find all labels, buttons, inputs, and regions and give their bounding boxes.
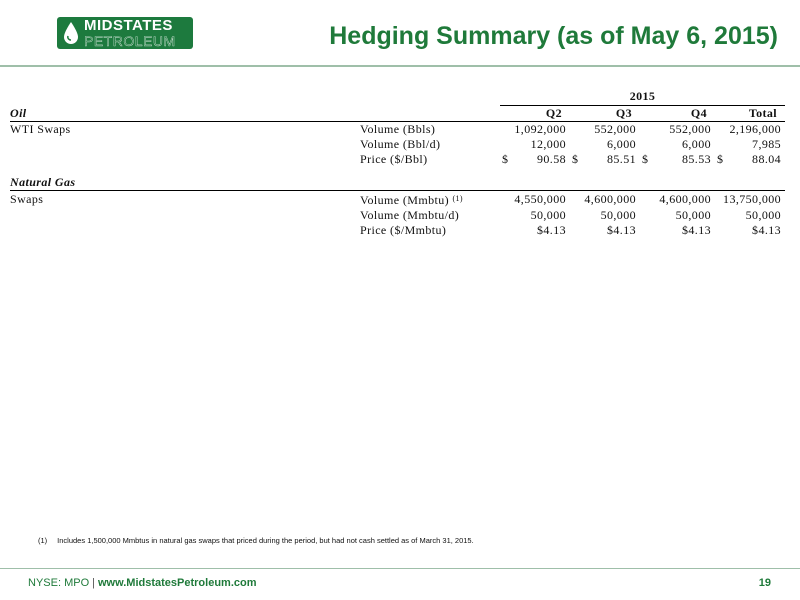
value-cell: 4,600,000: [584, 192, 636, 206]
price-value: 90.58: [537, 152, 566, 166]
table-row: [10, 208, 785, 223]
row-label: [10, 208, 360, 223]
price-cell: [570, 152, 640, 167]
header-divider: [0, 65, 800, 67]
value-cell: 4,550,000: [514, 192, 566, 206]
spacer-row: [10, 167, 785, 175]
price-cell: [640, 152, 715, 167]
year-header-row: [10, 88, 785, 106]
footer-separator: |: [92, 577, 95, 589]
value-cell: 50,000: [530, 208, 566, 222]
gas-header-row: [10, 175, 785, 191]
value-cell: 6,000: [607, 137, 636, 151]
row-label: WTI Swaps: [10, 122, 71, 136]
slide-title: Hedging Summary (as of May 6, 2015): [329, 22, 778, 50]
row-label: [10, 137, 360, 152]
price-value: 88.04: [752, 152, 782, 166]
table-row: [10, 122, 785, 138]
row-label: [10, 152, 360, 167]
price-value: 85.53: [682, 152, 711, 166]
value-cell: 13,750,000: [723, 192, 782, 206]
value-cell: 50,000: [675, 208, 711, 222]
gas-section-label: Natural Gas: [10, 175, 360, 191]
price-value: 85.51: [607, 152, 636, 166]
value-cell: 6,000: [682, 137, 711, 151]
row-label: Swaps: [10, 192, 44, 206]
metric-label: Volume (Mmbtu/d): [360, 208, 460, 222]
value-cell: 552,000: [669, 122, 711, 136]
currency-symbol: $: [642, 152, 649, 166]
price-cell: [715, 152, 785, 167]
table-row: [10, 223, 785, 238]
value-cell: $4.13: [537, 223, 566, 237]
website-link[interactable]: www.MidstatesPetroleum.com: [97, 577, 257, 589]
value-cell: 7,985: [752, 137, 782, 151]
total-header: Total: [715, 106, 785, 122]
quarter-header: Q3: [570, 106, 640, 122]
footer-info: [28, 577, 257, 589]
quarter-header: Q2: [500, 106, 570, 122]
currency-symbol: $: [502, 152, 509, 166]
logo-text-petroleum: PETROLEUM: [84, 33, 176, 49]
oil-header-row: [10, 106, 785, 122]
currency-symbol: $: [717, 152, 724, 166]
metric-label: Price ($/Bbl): [360, 152, 428, 166]
metric-label: Price ($/Mmbtu): [360, 223, 447, 237]
metric-text: Volume (Mmbtu): [360, 193, 450, 207]
footnote-number: (1): [38, 536, 48, 545]
page-number: 19: [758, 577, 771, 589]
table-row: [10, 152, 785, 167]
company-logo: [57, 17, 193, 49]
currency-symbol: $: [572, 152, 579, 166]
metric-label: Volume (Bbls): [360, 122, 436, 136]
value-cell: 1,092,000: [514, 122, 566, 136]
footnote: [38, 536, 474, 545]
quarter-header: Q4: [640, 106, 715, 122]
hedging-table-container: [10, 88, 785, 238]
metric-label: Volume (Bbl/d): [360, 137, 441, 151]
footer-divider: [0, 568, 800, 569]
footnote-ref: (1): [452, 194, 463, 203]
table-row: [10, 137, 785, 152]
value-cell: $4.13: [752, 223, 782, 237]
value-cell: $4.13: [607, 223, 636, 237]
metric-label: [360, 191, 500, 209]
price-cell: [500, 152, 570, 167]
year-label: 2015: [500, 88, 785, 106]
ticker-label: NYSE: MPO: [28, 577, 90, 589]
oil-drop-icon: [62, 21, 80, 45]
table-row: [10, 191, 785, 209]
footnote-text: Includes 1,500,000 Mmbtus in natural gas swaps that priced during the period, but had not cash settled as of March 31, 2015.: [57, 536, 474, 545]
value-cell: 50,000: [745, 208, 782, 222]
value-cell: 12,000: [530, 137, 566, 151]
value-cell: 552,000: [594, 122, 636, 136]
row-label: [10, 223, 360, 238]
value-cell: 50,000: [600, 208, 636, 222]
hedging-table: [10, 88, 785, 238]
value-cell: 2,196,000: [729, 122, 782, 136]
logo-text-midstates: MIDSTATES: [84, 17, 173, 34]
value-cell: 4,600,000: [659, 192, 711, 206]
value-cell: $4.13: [682, 223, 711, 237]
oil-section-label: Oil: [10, 106, 360, 122]
